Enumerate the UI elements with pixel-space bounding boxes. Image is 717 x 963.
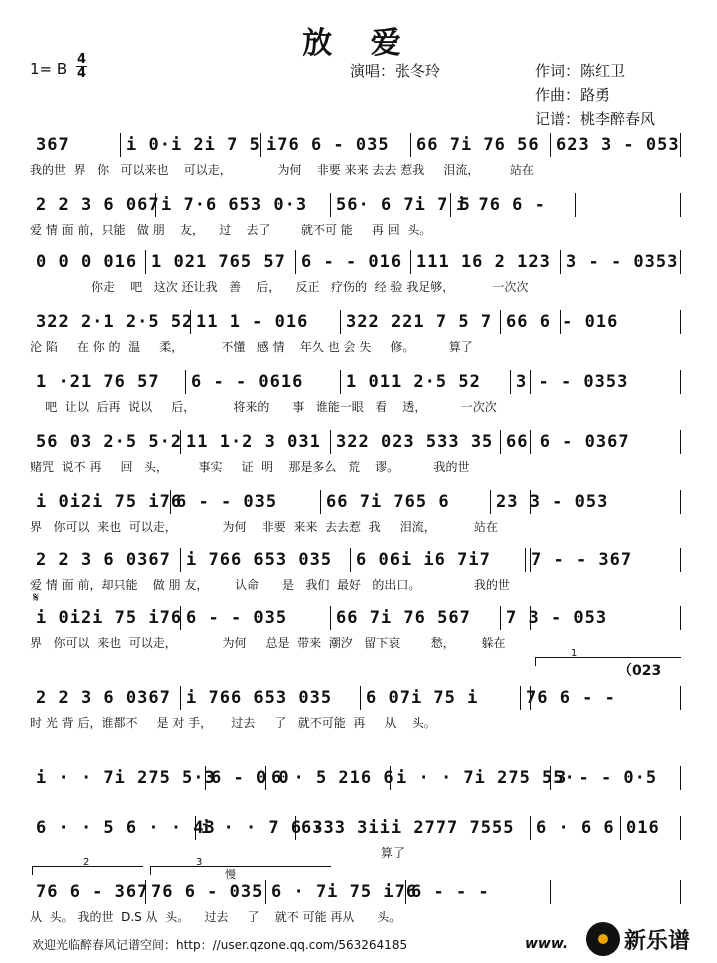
bar-line <box>195 816 196 840</box>
bar-line <box>520 686 521 710</box>
lyrics-line: 时 光 背 后，谁都不 是 对 手， 过去 了 就不可能 再 从 头。 <box>30 716 436 730</box>
volta-2-number: 2 <box>83 857 90 868</box>
lyrics-line: 吧 让以 后再 说以 后， 将来的 事 谁能一眼 看 透， 一次次 <box>30 400 497 414</box>
measure-notes: i · · 7 6 - <box>201 818 325 838</box>
measure-notes: 11 1·2 3 031 <box>186 432 321 452</box>
bar-line <box>560 310 561 334</box>
time-sig-top: 4 <box>77 52 87 67</box>
bar-line <box>155 193 156 217</box>
notes-line <box>30 250 680 276</box>
lyrics-line: 赌咒 说不 再 回 头， 事实 证 明 那是多么 荒 谬。 我的世 <box>30 460 470 474</box>
notes-line <box>30 490 680 516</box>
measure-notes: 6333 3iii 2777 7555 <box>301 818 515 838</box>
measure-notes: 6 - - 0616 <box>191 372 304 392</box>
bar-line <box>530 816 531 840</box>
notes-line <box>30 310 680 336</box>
notes-line <box>30 816 680 842</box>
measure-notes: 3 - - 0·5 <box>556 768 658 788</box>
volta-2 <box>32 857 143 875</box>
measure-notes: 23 3 - 053 <box>496 492 609 512</box>
bar-line <box>530 686 531 710</box>
bar-line <box>265 880 266 904</box>
bar-line <box>530 370 531 394</box>
measure-notes: 11 1 - 016 <box>196 312 309 332</box>
footer-text: 欢迎光临醉春风记谱空间：http：//user.qzone.qq.com/563264185 <box>32 938 408 952</box>
bar-line <box>500 310 501 334</box>
measure-notes: 322 221 7 5 7 <box>346 312 493 332</box>
measure-notes: 3 - - 0353 <box>516 372 629 392</box>
logo-text: 新乐谱 <box>624 929 691 954</box>
measure-notes: 76 6 - 367 <box>36 882 149 902</box>
bar-line <box>680 606 681 630</box>
lyrics-line: 我的世 界 你 可以来也 可以走， 为何 非要 来来 去去 惹我 泪流， 站在 <box>30 163 534 177</box>
bar-line <box>680 766 681 790</box>
bar-line <box>680 193 681 217</box>
measure-notes: 016 <box>626 818 660 838</box>
measure-notes: 6 06i i6 7i7 <box>356 550 491 570</box>
measure-notes: 66 7i 76 56 <box>416 135 540 155</box>
measure-notes: i76 6 - 035 <box>266 135 390 155</box>
measure-notes: 1 021 765 57 <box>151 252 286 272</box>
bar-line <box>295 250 296 274</box>
notes-line <box>30 370 680 396</box>
notes-line <box>30 133 680 159</box>
volta-3-number: 3 <box>196 857 203 868</box>
bar-line <box>260 133 261 157</box>
measure-notes: 6 07i 75 i <box>366 688 479 708</box>
measure-notes: 2 2 3 6 0367 <box>36 550 171 570</box>
bar-line <box>205 766 206 790</box>
measure-notes: 56· 6 7i 7 5 <box>336 195 471 215</box>
bar-line <box>410 133 411 157</box>
lyrics-line: 爱 情 面 前，却只能 做 朋 友， 认命 是 我们 最好 的出口。 我的世 <box>30 578 510 592</box>
bar-line <box>680 686 681 710</box>
bar-line <box>530 548 531 572</box>
bar-line <box>575 193 576 217</box>
bar-line <box>185 370 186 394</box>
bar-line <box>500 606 501 630</box>
website-text: www. <box>525 936 569 952</box>
volta-1-number: 1 <box>571 648 578 659</box>
measure-notes: 6 · 6 6 <box>536 818 615 838</box>
measure-notes: 111 16 2 123 <box>416 252 551 272</box>
bar-line <box>330 430 331 454</box>
measure-notes: i 766 653 035 <box>186 688 333 708</box>
measure-notes: 6 - - 035 <box>186 608 288 628</box>
measure-notes: i 766 653 035 <box>186 550 333 570</box>
bar-line <box>340 370 341 394</box>
measure-notes: 6 · · 5 6 · · 43 <box>36 818 216 838</box>
measure-notes: 6 · 5 216 6 <box>271 768 395 788</box>
measure-notes: 7 3 - 053 <box>506 608 608 628</box>
site-logo <box>586 920 712 958</box>
song-title: 放 爱 <box>302 26 415 61</box>
measure-notes: 322 023 533 35 <box>336 432 494 452</box>
segno-sign: 𝄋 <box>33 590 40 606</box>
notes-line <box>30 548 680 574</box>
measure-notes: 623 3 - 053 <box>556 135 680 155</box>
bar-line <box>560 250 561 274</box>
bar-line <box>410 250 411 274</box>
measure-notes: 1 ·21 76 57 <box>36 372 160 392</box>
bar-line <box>320 490 321 514</box>
lyrics-line: 沦 陷 在 你 的 温 柔， 不懂 感 情 年久 也 会 失 修。 算了 <box>30 340 473 354</box>
notes-line <box>30 193 680 219</box>
transcriber-credit: 记谱：桃李醉春风 <box>535 110 656 128</box>
bar-line <box>265 766 266 790</box>
bar-line <box>180 606 181 630</box>
bar-line <box>680 430 681 454</box>
measure-notes: 76 6 - 035 <box>151 882 264 902</box>
bar-line <box>405 880 406 904</box>
bar-line <box>680 133 681 157</box>
measure-notes: i · · 7i 275 5·3 <box>36 768 216 788</box>
measure-notes: 66 7i 765 6 <box>326 492 450 512</box>
notes-line <box>30 766 680 792</box>
measure-notes: i 0i2i 75 i76 <box>36 492 183 512</box>
lyrics-line: 界 你可以 来也 可以走， 为何 总是 带来 潮汐 留下哀 愁， 躲在 <box>30 636 506 650</box>
measure-notes: i 0·i 2i 7 5 <box>126 135 261 155</box>
singer-credit: 演唱：张冬玲 <box>350 62 441 80</box>
measure-notes: 2 2 3 6 0367 <box>36 688 171 708</box>
key-signature: 1= B <box>30 60 68 78</box>
bar-line <box>170 490 171 514</box>
lyrics-line: 从 头。 我的世 D.S 从 头。 过去 了 就不 可能 再从 头。 <box>30 910 402 924</box>
notes-line <box>30 686 680 712</box>
record-icon <box>586 922 620 956</box>
measure-notes: i 7·6 653 0·3 <box>161 195 308 215</box>
measure-notes: 6 - 0 0 <box>211 768 290 788</box>
time-sig-bottom: 4 <box>77 66 87 81</box>
lyrics-line: 你走 吧 这次 还让我 善 后， 反正 疗伤的 经 验 我足够， 一次次 <box>30 280 529 294</box>
measure-notes: 56 03 2·5 5·2 <box>36 432 183 452</box>
measure-notes: 3 - - 0353 <box>566 252 679 272</box>
bar-line <box>190 310 191 334</box>
bar-line <box>180 548 181 572</box>
bar-line <box>680 880 681 904</box>
measure-notes: i 76 6 - <box>456 195 546 215</box>
measure-notes: 1 011 2·5 52 <box>346 372 481 392</box>
measure-notes: 6 · 7i 75 i76 <box>271 882 418 902</box>
bar-line <box>180 430 181 454</box>
bar-line <box>145 880 146 904</box>
bar-line <box>180 686 181 710</box>
bar-line <box>500 430 501 454</box>
bar-line <box>680 250 681 274</box>
volta-3 <box>150 857 331 875</box>
measure-notes: 6 - - 016 <box>301 252 403 272</box>
measure-notes: 7 - - 367 <box>531 550 633 570</box>
measure-notes: 66 6 - 0367 <box>506 432 630 452</box>
notes-line <box>30 430 680 456</box>
lyrics-line: 爱 情 面 前，只能 做 朋 友， 过 去了 就不可 能 再 回 头。 <box>30 223 432 237</box>
lyricist-credit: 作词：陈红卫 <box>535 62 626 80</box>
pickup-notes: （023 <box>618 663 662 679</box>
bar-line <box>680 310 681 334</box>
bar-line <box>620 816 621 840</box>
bar-line <box>680 548 681 572</box>
bar-line <box>550 133 551 157</box>
composer-credit: 作曲：路勇 <box>535 86 611 104</box>
bar-line <box>390 766 391 790</box>
bar-line <box>145 250 146 274</box>
measure-notes: 367 <box>36 135 70 155</box>
notes-line <box>30 880 680 906</box>
slow-marking: 慢 <box>225 868 236 881</box>
bar-line <box>450 193 451 217</box>
lyrics-line: 界 你可以 来也 可以走， 为何 非要 来来 去去惹 我 泪流， 站在 <box>30 520 498 534</box>
bar-line <box>530 606 531 630</box>
bar-line <box>680 490 681 514</box>
bar-line <box>490 490 491 514</box>
measure-notes: 0 0 0 016 <box>36 252 138 272</box>
bar-line <box>550 766 551 790</box>
bar-line <box>510 370 511 394</box>
bar-line <box>680 370 681 394</box>
measure-notes: 66 6 - 016 <box>506 312 619 332</box>
measure-notes: 322 2·1 2·5 52 <box>36 312 194 332</box>
bar-line <box>295 816 296 840</box>
bar-line <box>120 133 121 157</box>
bar-line <box>550 880 551 904</box>
bar-line <box>330 606 331 630</box>
bar-line <box>360 686 361 710</box>
measure-notes: 6 - - 035 <box>176 492 278 512</box>
time-signature <box>76 53 87 80</box>
bar-line <box>340 310 341 334</box>
notes-line <box>30 606 680 632</box>
bar-line <box>330 193 331 217</box>
measure-notes: 6 - - - <box>411 882 490 902</box>
lyrics-line: 算了 <box>30 846 405 860</box>
measure-notes: i · · 7i 275 55· <box>396 768 576 788</box>
measure-notes: 76 6 - - <box>526 688 616 708</box>
bar-line <box>680 816 681 840</box>
bar-line <box>350 548 351 572</box>
bar-line <box>530 490 531 514</box>
bar-line <box>530 430 531 454</box>
bar-line <box>525 548 526 572</box>
measure-notes: i 0i2i 75 i76 <box>36 608 183 628</box>
measure-notes: 66 7i 76 567 <box>336 608 471 628</box>
measure-notes: 2 2 3 6 067 <box>36 195 160 215</box>
